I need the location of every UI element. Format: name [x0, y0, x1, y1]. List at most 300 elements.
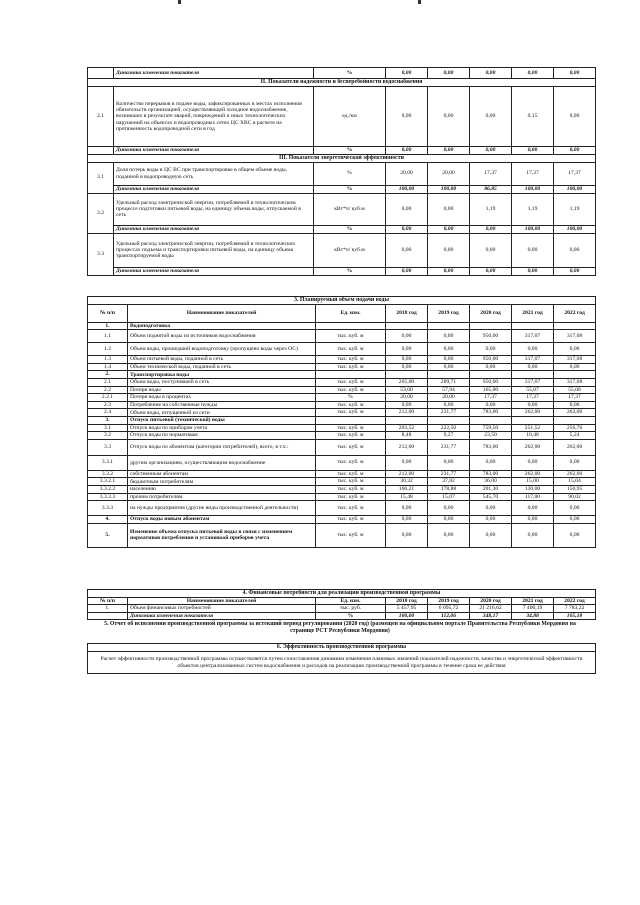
value-cell: 100,00 [386, 612, 428, 620]
value-cell: 0,00 [470, 501, 512, 516]
value-cell: 55,08 [554, 386, 596, 394]
value-cell [512, 322, 554, 330]
value-cell: 545,70 [470, 493, 512, 501]
value-cell: 262,00 [512, 470, 554, 478]
column-header: 2018 год [386, 304, 428, 322]
table-row [88, 394, 596, 402]
value-cell: 0,00 [470, 343, 512, 356]
value-cell: 10,48 [512, 432, 554, 440]
value-cell: 0,00 [428, 343, 470, 356]
table-row [88, 516, 596, 524]
value-cell: 0,00 [554, 267, 596, 275]
value-cell: 0,00 [428, 87, 470, 147]
table-row [88, 330, 596, 343]
row-unit: тыс. куб. м [316, 330, 386, 343]
row-number: 3.3.2.3 [88, 493, 128, 501]
row-name: собственным абонентам [128, 470, 316, 478]
value-cell: 0,00 [554, 501, 596, 516]
table-row [88, 363, 596, 371]
row-unit [316, 416, 386, 424]
value-cell: 17,37 [512, 162, 554, 185]
value-cell: 17,37 [554, 162, 596, 185]
row-unit: тыс. куб. м [316, 501, 386, 516]
value-cell: 0,00 [386, 87, 428, 147]
value-cell: 0,00 [386, 501, 428, 516]
value-cell: 251,52 [512, 424, 554, 432]
column-header: Ед. изм. [316, 597, 386, 605]
row-unit: % [314, 225, 386, 233]
table-row [88, 605, 596, 613]
row-number: 1.1 [88, 330, 128, 343]
table-row [88, 371, 596, 379]
row-number: 5. [88, 523, 128, 547]
value-cell: 20,00 [428, 162, 470, 185]
value-cell: 0,00 [386, 401, 428, 409]
row-name: Потери воды в процентах [128, 394, 316, 402]
column-header: 2019 год [428, 597, 470, 605]
value-cell: 105,18 [554, 612, 596, 620]
value-cell: 0,00 [554, 455, 596, 470]
row-number: 3.3.2 [88, 470, 128, 478]
value-cell: 0,00 [512, 363, 554, 371]
row-name: Динамика изменения показателя [114, 68, 314, 79]
value-cell: 0,00 [386, 523, 428, 547]
column-header: 2021 год [512, 304, 554, 322]
column-header: 2019 год [428, 304, 470, 322]
row-number: 2. [88, 371, 128, 379]
value-cell: 156,95 [554, 485, 596, 493]
value-cell [554, 322, 596, 330]
value-cell: 0,00 [386, 343, 428, 356]
row-number: 3.3.2.2 [88, 485, 128, 493]
row-name: Динамика изменения показателя [114, 267, 314, 275]
value-cell: 37,82 [428, 478, 470, 486]
row-name: другим организациям, осуществляющим водоснабжение [128, 455, 316, 470]
scan-mark [418, 0, 421, 4]
value-cell: 0,00 [554, 87, 596, 147]
value-cell: 317,08 [554, 378, 596, 386]
row-number: 3.3.3 [88, 501, 128, 516]
value-cell: 0,00 [470, 363, 512, 371]
row-name: Отпуск воды по приборам учета [128, 424, 316, 432]
value-cell: 0,00 [512, 68, 554, 79]
value-cell: 0,00 [428, 68, 470, 79]
row-number: 3.3 [88, 233, 114, 275]
value-cell: 0,00 [512, 455, 554, 470]
column-header: Наименование показателей [128, 597, 316, 605]
value-cell: 212,00 [386, 439, 428, 455]
value-cell: 0,00 [386, 330, 428, 343]
row-number: 2.3 [88, 401, 128, 409]
value-cell: 0,00 [554, 233, 596, 267]
row-name: населению [128, 485, 316, 493]
table-row [88, 343, 596, 356]
table-row [88, 322, 596, 330]
value-cell: 783,00 [470, 409, 512, 417]
row-number: 2.4 [88, 409, 128, 417]
value-cell: 100,00 [512, 185, 554, 193]
value-cell: 0,00 [428, 233, 470, 267]
value-cell: 0,00 [386, 68, 428, 79]
value-cell: 0,00 [554, 343, 596, 356]
section-row [88, 590, 596, 598]
column-header: Наименование показателей [128, 304, 316, 322]
value-cell: 783,00 [470, 470, 512, 478]
section-6-title: 6. Эффективность производственной программы [88, 644, 596, 652]
finance-table [87, 589, 596, 620]
row-unit: тыс. куб. м [316, 516, 386, 524]
row-number: 1.4 [88, 363, 128, 371]
value-cell: 203,52 [386, 424, 428, 432]
value-cell: 17,37 [470, 162, 512, 185]
row-unit: % [316, 394, 386, 402]
row-name: Потери воды [128, 386, 316, 394]
table-row [88, 87, 596, 147]
value-cell: 178,88 [428, 485, 470, 493]
value-cell: 7 400,19 [512, 605, 554, 613]
table-row [88, 523, 596, 547]
value-cell: 15,04 [554, 478, 596, 486]
value-cell: 348,17 [470, 612, 512, 620]
row-unit: тыс. куб. м [316, 378, 386, 386]
table-row [88, 416, 596, 424]
value-cell: 0,00 [428, 516, 470, 524]
row-number: 4. [88, 516, 128, 524]
row-name: Удельный расход электрической энергии, потребляемой в технологическом процессе подготовки питьевой воды, на единицу объема воды, отпускаемой в сеть [114, 193, 314, 225]
column-header: 2018 год [386, 597, 428, 605]
row-name: Объем финансовых потребностей [128, 605, 316, 613]
value-cell [554, 371, 596, 379]
value-cell: 15,07 [428, 493, 470, 501]
row-name: Изменение объема отпуска питьевой воды в связи с изменением нормативов потребления и установкой приборов учета [128, 523, 316, 547]
row-unit: тыс. куб. м [316, 343, 386, 356]
value-cell: 0,00 [386, 516, 428, 524]
row-number: 1. [88, 605, 128, 613]
row-name: Доля потерь воды в ЦС ВС при транспортировке в общем объеме воды, поданной в водопроводную сеть [114, 162, 314, 185]
value-cell: 9,27 [428, 432, 470, 440]
value-cell: 0,00 [554, 147, 596, 155]
value-cell: 8,48 [386, 432, 428, 440]
dynamics-row [88, 267, 596, 275]
row-name: на нужды предприятия (другие виды производственной деятельности) [128, 501, 316, 516]
value-cell: 289,71 [428, 378, 470, 386]
value-cell: 100,00 [554, 185, 596, 193]
value-cell: 0,00 [554, 68, 596, 79]
value-cell: 0,00 [512, 267, 554, 275]
row-number: 3.1 [88, 424, 128, 432]
value-cell: 0,00 [470, 516, 512, 524]
value-cell: 0,00 [470, 68, 512, 79]
value-cell: 30,32 [386, 478, 428, 486]
value-cell: 231,77 [428, 470, 470, 478]
section-5-title: 5. Отчет об исполнении производственной программы за истекший период регулирования (2020 год) (размещен на официальном портале Правительства Республики Мордовия на странице РСТ Республики Мордовия) [104, 621, 576, 634]
value-cell: 112,06 [428, 612, 470, 620]
value-cell: 759,50 [470, 424, 512, 432]
value-cell: 783,00 [470, 439, 512, 455]
value-cell: 262,00 [554, 439, 596, 455]
section-title: II. Показатели надежности и бесперебойности водоснабжения [88, 79, 596, 87]
value-cell: 100,00 [512, 225, 554, 233]
row-name: Объем поднятой воды из источников водоснабжения [128, 330, 316, 343]
value-cell: 0,00 [470, 455, 512, 470]
value-cell: 201,30 [470, 485, 512, 493]
column-header: 2020 год [470, 304, 512, 322]
row-unit: тыс. куб. м [316, 493, 386, 501]
dynamics-row [88, 68, 596, 79]
value-cell: 36,00 [470, 478, 512, 486]
table-row [88, 493, 596, 501]
value-cell: 0,00 [386, 455, 428, 470]
table-row [88, 485, 596, 493]
value-cell: 57,94 [428, 386, 470, 394]
row-number: 3.3 [88, 439, 128, 455]
efficiency-table [87, 643, 596, 674]
value-cell: 117,00 [512, 493, 554, 501]
value-cell: 0,00 [428, 267, 470, 275]
value-cell: 256,76 [554, 424, 596, 432]
value-cell: 55,07 [512, 386, 554, 394]
section-title: 4. Финансовые потребности для реализации производственной программы [88, 590, 596, 598]
dynamics-row [88, 225, 596, 233]
value-cell: 166,21 [386, 485, 428, 493]
row-number: 3.1 [88, 162, 114, 193]
value-cell: 265,00 [386, 378, 428, 386]
section-row [88, 79, 596, 87]
column-header: 2021 год [512, 597, 554, 605]
value-cell: 0,00 [428, 401, 470, 409]
value-cell: 262,00 [512, 409, 554, 417]
value-cell: 0,00 [386, 267, 428, 275]
value-cell: 950,00 [470, 330, 512, 343]
value-cell [386, 322, 428, 330]
row-name: Объем питьевой воды, поданной в сеть [128, 356, 316, 364]
row-unit: тыс. куб. м [316, 356, 386, 364]
value-cell: 0,00 [386, 356, 428, 364]
value-cell: 17,37 [554, 394, 596, 402]
value-cell: 0,00 [428, 225, 470, 233]
row-number: 2.2.1 [88, 394, 128, 402]
value-cell: 0,00 [428, 193, 470, 225]
value-cell: 20,00 [428, 394, 470, 402]
row-name: Количество перерывов в подаче воды, зафиксированных в местах исполнения обязательств организацией, осуществляющей холодное водоснабжение, возникших в результате аварий, повреждений и иных технологических нарушений на объектах и водопроводных сетях ЦС ХВС в расчете на протяженность водопроводной сети в год [114, 87, 314, 147]
table-row [88, 455, 596, 470]
value-cell: 90,02 [554, 493, 596, 501]
value-cell: 34,88 [512, 612, 554, 620]
column-header: 2020 год [470, 597, 512, 605]
value-cell: 15,48 [386, 493, 428, 501]
value-cell: 950,00 [470, 378, 512, 386]
value-cell: 6 095,72 [428, 605, 470, 613]
value-cell [386, 371, 428, 379]
dynamics-row [88, 185, 596, 193]
row-name: Динамика изменения показателя [114, 185, 314, 193]
column-header: 2022 год [554, 304, 596, 322]
value-cell: 0,00 [470, 401, 512, 409]
row-name: Отпуск питьевой (технической) воды [128, 416, 316, 424]
value-cell: 0,00 [470, 233, 512, 267]
value-cell: 86,85 [470, 185, 512, 193]
row-number: 3.2 [88, 432, 128, 440]
row-unit: тыс. куб. м [316, 424, 386, 432]
value-cell: 15,00 [512, 478, 554, 486]
value-cell: 1,19 [554, 193, 596, 225]
row-unit [316, 322, 386, 330]
table-row [88, 439, 596, 455]
value-cell: 212,00 [386, 409, 428, 417]
row-name: Потребление на собственные нужды [128, 401, 316, 409]
value-cell: 17,37 [512, 394, 554, 402]
row-unit: тыс. куб. м [316, 409, 386, 417]
row-name: Динамика изменения показателя [128, 612, 316, 620]
value-cell [512, 371, 554, 379]
value-cell: 0,00 [512, 343, 554, 356]
value-cell: 100,00 [386, 185, 428, 193]
row-name: Удельный расход электрической энергии, потребляемой в технологических процессах подъема и транспортировки питьевой воды, на единицу объема транспортируемой воды [114, 233, 314, 267]
row-name: прочим потребителям [128, 493, 316, 501]
row-unit: тыс. куб. м [316, 485, 386, 493]
dynamics-row [88, 612, 596, 620]
table-row [88, 478, 596, 486]
value-cell [428, 322, 470, 330]
indicators-table [87, 67, 596, 276]
value-cell: 317,08 [554, 330, 596, 343]
row-name: Объем воды, отпущенной из сети [128, 409, 316, 417]
value-cell: 17,37 [470, 394, 512, 402]
row-unit: % [314, 267, 386, 275]
row-number: 1.3 [88, 356, 128, 364]
value-cell: 0,00 [554, 516, 596, 524]
row-number: 2.2 [88, 386, 128, 394]
row-number: 1. [88, 322, 128, 330]
value-cell [512, 416, 554, 424]
row-number: 2.1 [88, 378, 128, 386]
row-unit: % [314, 68, 386, 79]
value-cell: 231,77 [428, 409, 470, 417]
section-6-text: Расчет эффективности производственной программы осуществляется путем сопоставления динамики изменения плановых значений показателей надежности, качества и энергетической эффективности объектов централизованных систем водоснабжения и расходов на реализацию производственной программы в течение срока ее действия [88, 652, 596, 674]
value-cell: 0,00 [512, 147, 554, 155]
row-unit: % [314, 162, 386, 185]
value-cell: 262,00 [554, 409, 596, 417]
value-cell: 100,00 [554, 225, 596, 233]
section-title: 3. Планируемый объем подачи воды [88, 297, 596, 305]
value-cell: 0,00 [470, 147, 512, 155]
value-cell: 317,07 [512, 378, 554, 386]
header-row [88, 597, 596, 605]
value-cell: 20,00 [386, 394, 428, 402]
row-unit: тыс. руб. [316, 605, 386, 613]
value-cell: 0,00 [512, 501, 554, 516]
value-cell: 100,00 [428, 185, 470, 193]
header-row [88, 304, 596, 322]
value-cell: 0,00 [428, 455, 470, 470]
row-name: Динамика изменения показателя [114, 225, 314, 233]
value-cell: 1,19 [512, 193, 554, 225]
row-name: Отпуск воды по нормативам [128, 432, 316, 440]
row-unit: % [314, 185, 386, 193]
value-cell [386, 416, 428, 424]
row-unit: тыс. куб. м [316, 523, 386, 547]
table-row [88, 162, 596, 185]
value-cell: 20,00 [386, 162, 428, 185]
value-cell: 0,00 [512, 516, 554, 524]
table-row [88, 378, 596, 386]
value-cell: 0,00 [428, 356, 470, 364]
value-cell: 0,00 [512, 401, 554, 409]
value-cell [554, 416, 596, 424]
value-cell [428, 416, 470, 424]
table-row [88, 409, 596, 417]
value-cell: 130,00 [512, 485, 554, 493]
value-cell: 21 216,62 [470, 605, 512, 613]
row-name: Объем воды, прошедший водоподготовку (пропущено воды через ОС) [128, 343, 316, 356]
row-unit: тыс. куб. м [316, 478, 386, 486]
column-header: Ед. изм. [316, 304, 386, 322]
value-cell: 5 457,95 [386, 605, 428, 613]
row-name: бюджетным потребителям [128, 478, 316, 486]
row-name: Динамика изменения показателя [114, 147, 314, 155]
column-header: № п/п [88, 597, 128, 605]
table-row [88, 424, 596, 432]
row-unit: тыс. куб. м [316, 386, 386, 394]
dynamics-row [88, 147, 596, 155]
value-cell: 317,07 [512, 330, 554, 343]
table-row [88, 501, 596, 516]
row-unit: ед./км [314, 87, 386, 147]
value-cell: 0,00 [512, 523, 554, 547]
value-cell: 0,00 [470, 267, 512, 275]
value-cell: 0,00 [554, 401, 596, 409]
table-row [88, 233, 596, 267]
row-unit: тыс. куб. м [316, 439, 386, 455]
row-number [88, 147, 114, 155]
value-cell: 0,00 [428, 330, 470, 343]
row-unit: тыс. куб. м [316, 432, 386, 440]
column-header: 2022 год [554, 597, 596, 605]
value-cell: 0,00 [428, 147, 470, 155]
row-unit: тыс. куб. м [316, 363, 386, 371]
value-cell: 0,00 [428, 523, 470, 547]
value-cell: 0,00 [386, 225, 428, 233]
table-row [88, 386, 596, 394]
value-cell: 0,00 [428, 501, 470, 516]
table-row [88, 401, 596, 409]
value-cell: 0,00 [470, 225, 512, 233]
row-unit: кВт*ч/ куб.м [314, 193, 386, 225]
value-cell: 0,00 [512, 233, 554, 267]
row-unit [316, 371, 386, 379]
value-cell: 53,00 [386, 386, 428, 394]
row-number: 1.2 [88, 343, 128, 356]
value-cell: 0,00 [386, 233, 428, 267]
row-number [88, 68, 114, 79]
table-row [88, 470, 596, 478]
value-cell: 0,00 [554, 523, 596, 547]
row-unit: % [314, 147, 386, 155]
value-cell: 0,00 [386, 147, 428, 155]
row-number [88, 612, 128, 620]
value-cell: 262,00 [512, 439, 554, 455]
value-cell: 317,07 [512, 356, 554, 364]
row-name: Отпуск воды по абонентам (категории потребителей), всего, в т.ч.: [128, 439, 316, 455]
value-cell [470, 416, 512, 424]
section-row [88, 154, 596, 162]
row-name: Водоподготовка [128, 322, 316, 330]
table-row [88, 193, 596, 225]
row-name: Объем воды, поступившей в сеть [128, 378, 316, 386]
value-cell: 0,00 [386, 193, 428, 225]
value-cell: 950,00 [470, 356, 512, 364]
value-cell: 0,00 [428, 363, 470, 371]
